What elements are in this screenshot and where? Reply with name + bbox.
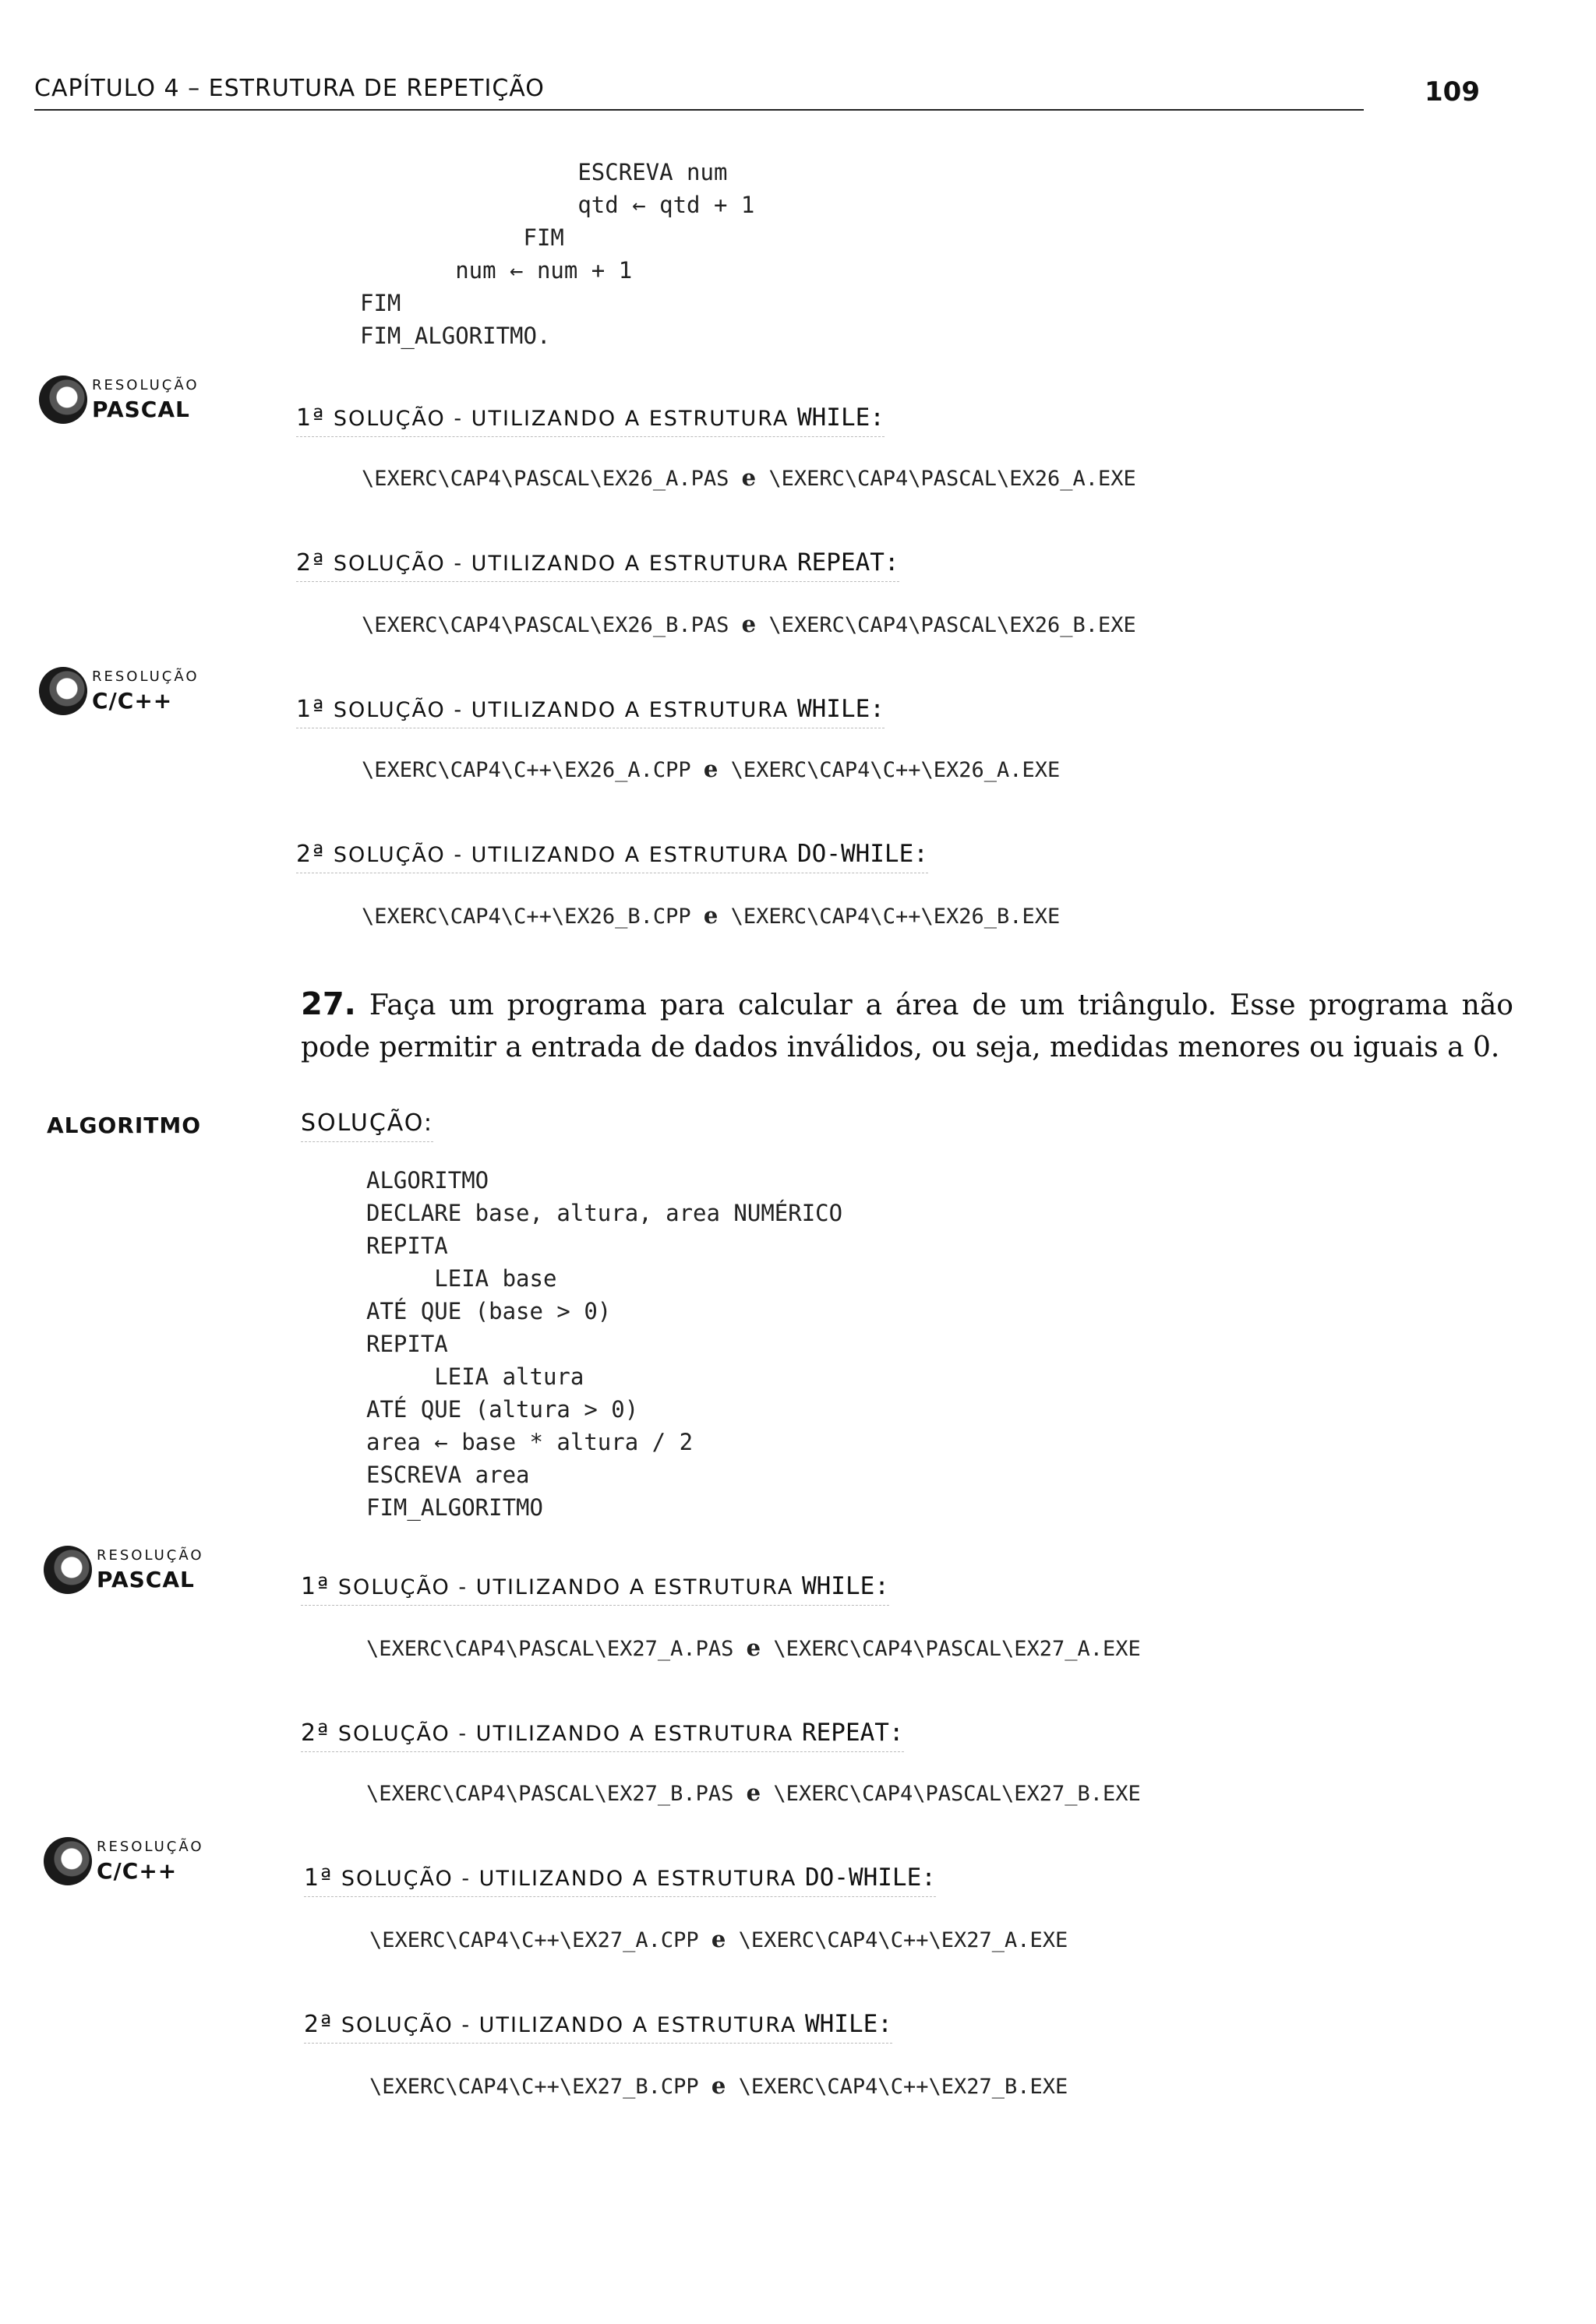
file-path-line [362,756,1060,782]
solution-keyword: REPEAT: [796,548,899,577]
source-file: \EXERC\CAP4\C++\EX27_B.CPP [369,2075,699,2099]
solution-text: SOLUÇÃO - UTILIZANDO A ESTRUTURA [333,843,789,867]
source-file: \EXERC\CAP4\C++\EX26_B.CPP [362,905,691,929]
solution-keyword: REPEAT: [801,1719,904,1747]
resolution-label: RESOLUÇÃO [92,668,200,685]
conjunction: e [741,611,757,637]
code-block-algorithm: ALGORITMO DECLARE base, altura, area NUMÉRICO REPITA LEIA base ATÉ QUE (base > 0) REPITA LEIA altura ATÉ QUE (altura > 0) area ← base * altura / 2 ESCREVA area FIM_ALGORITMO [366,1167,843,1521]
solution-keyword: WHILE: [796,404,885,432]
solution-ordinal: 1ª [304,1864,334,1892]
margin-label-cpp-27 [97,1839,204,1884]
resolution-label: RESOLUÇÃO [97,1547,204,1564]
solution-text: SOLUÇÃO - UTILIZANDO A ESTRUTURA [337,1722,794,1746]
source-file: \EXERC\CAP4\C++\EX27_A.CPP [369,1928,699,1952]
conjunction: e [703,902,719,929]
solution-text: SOLUÇÃO - UTILIZANDO A ESTRUTURA [341,2013,797,2037]
resolution-label: RESOLUÇÃO [97,1839,204,1855]
exercise-text: Faça um programa para calcular a área de um triângulo. Esse programa não pode permitir a entrada de dados inválidos, ou seja, medidas menores ou iguais a 0. [301,989,1513,1063]
resolution-disc-icon [39,667,87,715]
conjunction: e [746,1779,761,1806]
solution-ordinal: 1ª [296,696,326,723]
solution-text: SOLUÇÃO - UTILIZANDO A ESTRUTURA [333,552,789,576]
header-rule [34,109,1364,111]
solution-ordinal: 2ª [296,841,326,868]
conjunction: e [711,2072,726,2099]
code-block-top: ESCREVA num qtd ← qtd + 1 FIM num ← num + 1 FIM FIM_ALGORITMO. [360,159,755,349]
language-label: C/C++ [92,688,173,714]
language-label: PASCAL [97,1567,195,1592]
exe-file: \EXERC\CAP4\C++\EX26_A.EXE [730,758,1061,782]
exercise-27 [301,983,1513,1069]
exe-file: \EXERC\CAP4\PASCAL\EX27_B.EXE [773,1782,1141,1806]
solution-heading [296,548,899,582]
solution-keyword: DO-WHILE: [804,1864,936,1892]
file-path-line [369,1926,1068,1952]
conjunction: e [741,464,757,491]
solution-keyword: WHILE: [796,695,885,723]
language-label: PASCAL [92,397,190,422]
exe-file: \EXERC\CAP4\C++\EX27_A.EXE [738,1928,1068,1952]
solution-title: SOLUÇÃO: [301,1109,433,1142]
margin-label-pascal-26 [92,377,200,422]
file-path-line [366,1635,1141,1661]
solution-heading [296,695,885,728]
resolution-disc-icon [44,1546,92,1594]
page-number: 109 [1425,76,1480,108]
source-file: \EXERC\CAP4\PASCAL\EX26_A.PAS [362,467,729,491]
chapter-header: CAPÍTULO 4 – ESTRUTURA DE REPETIÇÃO [34,75,545,102]
language-label: C/C++ [97,1858,178,1884]
source-file: \EXERC\CAP4\PASCAL\EX26_B.PAS [362,613,729,637]
solution-keyword: WHILE: [801,1572,889,1600]
solution-keyword: DO-WHILE: [796,840,928,868]
resolution-label: RESOLUÇÃO [92,377,200,393]
conjunction: e [703,756,719,782]
exe-file: \EXERC\CAP4\PASCAL\EX26_A.EXE [768,467,1136,491]
source-file: \EXERC\CAP4\PASCAL\EX27_B.PAS [366,1782,734,1806]
solution-heading [301,1572,889,1606]
solution-text: SOLUÇÃO - UTILIZANDO A ESTRUTURA [333,407,789,431]
solution-keyword: WHILE: [804,2010,892,2038]
conjunction: e [746,1635,761,1661]
exercise-number: 27. [301,986,356,1022]
file-path-line [369,2072,1068,2099]
exe-file: \EXERC\CAP4\PASCAL\EX26_B.EXE [768,613,1136,637]
solution-ordinal: 1ª [296,404,326,432]
solution-ordinal: 2ª [296,549,326,577]
file-path-line [366,1779,1141,1806]
solution-ordinal: 2ª [304,2011,334,2038]
margin-label-algorithm: ALGORITMO [47,1113,202,1138]
solution-ordinal: 2ª [301,1719,330,1747]
solution-ordinal: 1ª [301,1573,330,1600]
exe-file: \EXERC\CAP4\PASCAL\EX27_A.EXE [773,1637,1141,1661]
source-file: \EXERC\CAP4\C++\EX26_A.CPP [362,758,691,782]
exe-file: \EXERC\CAP4\C++\EX27_B.EXE [738,2075,1068,2099]
file-path-line [362,611,1136,637]
solution-heading [304,2010,892,2044]
file-path-line [362,464,1136,491]
exe-file: \EXERC\CAP4\C++\EX26_B.EXE [730,905,1061,929]
solution-heading [304,1864,936,1897]
solution-heading [296,840,928,873]
file-path-line [362,902,1060,929]
conjunction: e [711,1926,726,1952]
margin-label-cpp-26 [92,668,200,714]
resolution-disc-icon [39,376,87,424]
solution-text: SOLUÇÃO - UTILIZANDO A ESTRUTURA [333,698,789,722]
solution-text: SOLUÇÃO - UTILIZANDO A ESTRUTURA [337,1575,794,1599]
source-file: \EXERC\CAP4\PASCAL\EX27_A.PAS [366,1637,734,1661]
solution-heading [296,404,885,437]
resolution-disc-icon [44,1837,92,1885]
solution-text: SOLUÇÃO - UTILIZANDO A ESTRUTURA [341,1867,797,1891]
solution-heading [301,1719,904,1752]
margin-label-pascal-27 [97,1547,204,1592]
